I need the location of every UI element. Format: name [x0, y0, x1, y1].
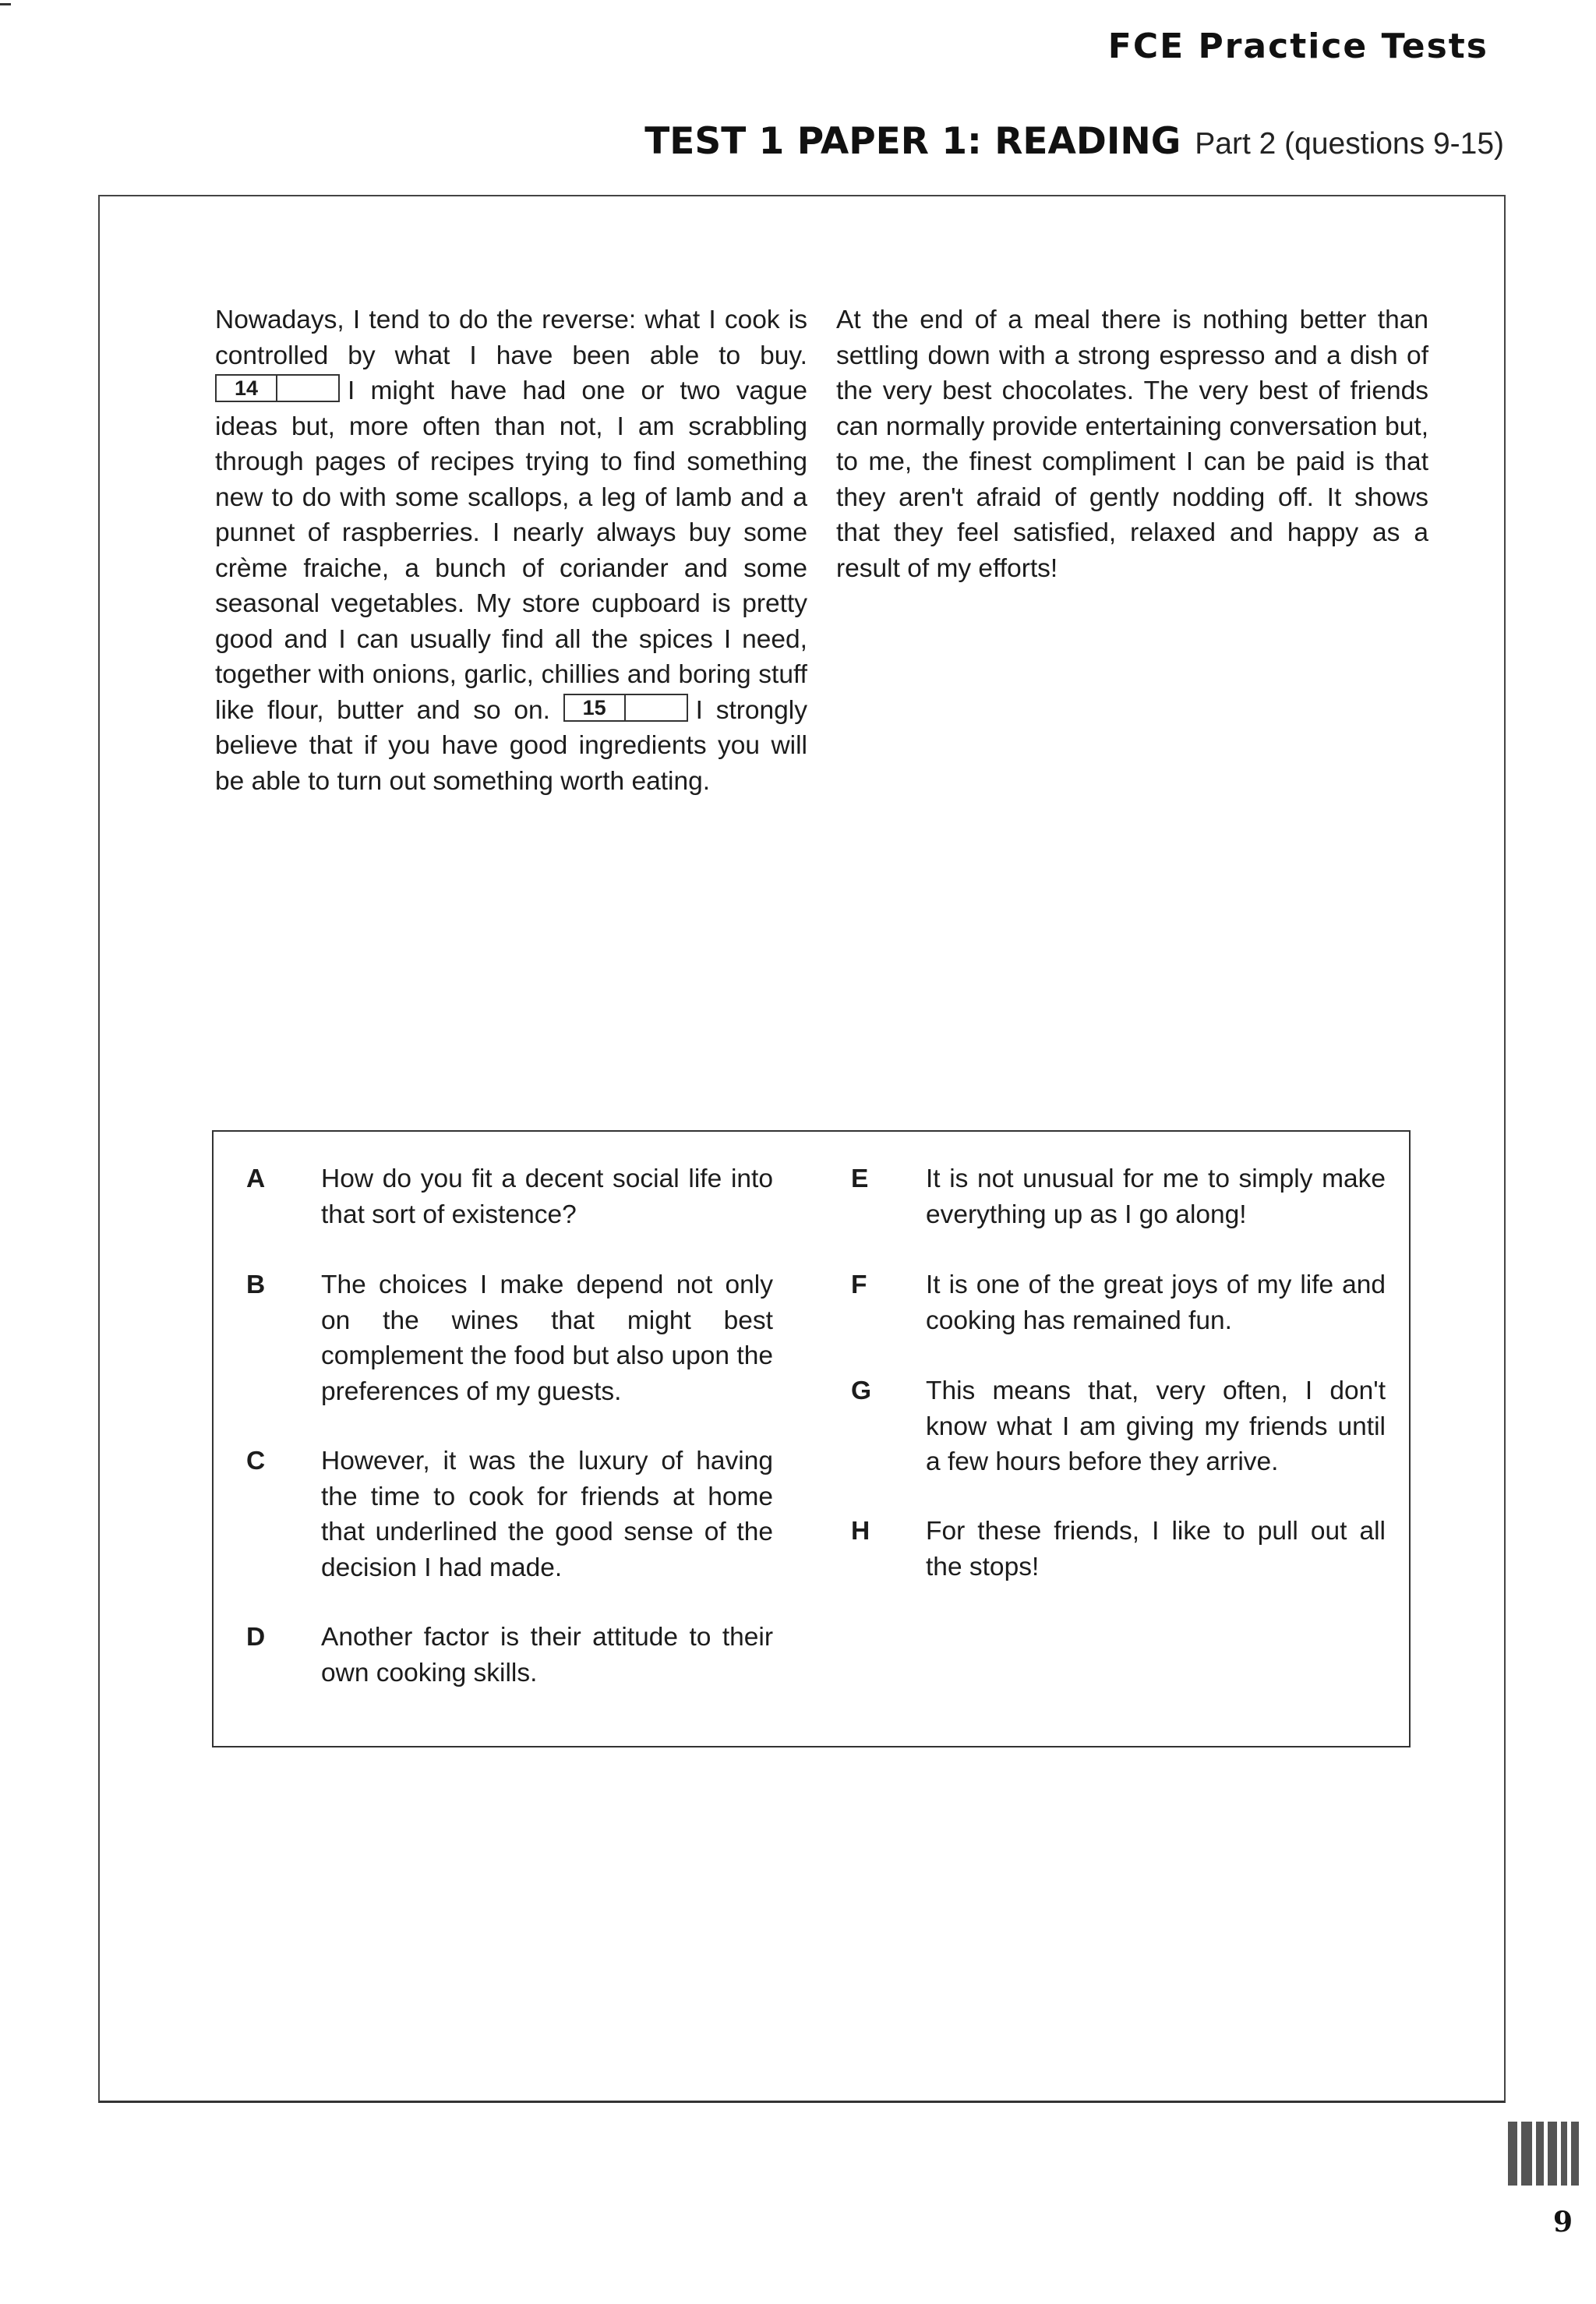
passage-text: I might have had one or two vague ideas but, more often than not, I am scrabbling through pages of recipes trying to find something new to do with some scallops, a leg of lamb and a punnet of raspberries. I nearly always buy some crème fraiche, a bunch of coriander and some seasonal vegetables. My store cupboard is pretty good and I can usually find all the spices I need, together with onions, garlic, chillies and boring stuff like flour, butter and so on.	[215, 376, 807, 725]
option-text: This means that, very often, I don't know what I am giving my friends until a few hours before they arrive.	[926, 1376, 1386, 1476]
option-letter: E	[851, 1164, 869, 1193]
gap-number: 15	[565, 695, 626, 720]
gap-number: 14	[217, 376, 277, 401]
option-letter: B	[246, 1270, 266, 1299]
option-text: However, it was the luxury of having the time to cook for friends at home that underlined the good sense of the decision I had made.	[321, 1447, 773, 1582]
part-label: Part 2 (questions 9-15)	[1195, 127, 1504, 161]
option-letter: C	[246, 1447, 266, 1475]
option-letter: D	[246, 1623, 266, 1652]
passage-right-column	[836, 302, 1428, 586]
passage-text: Nowadays, I tend to do the reverse: what I cook is controlled by what I have been able to buy.	[215, 306, 807, 370]
option-letter: H	[851, 1517, 870, 1546]
answer-gap-14[interactable]	[215, 374, 340, 402]
option-text: The choices I make depend not only on the wines that might best complement the food but also upon the preferences of my guests.	[321, 1270, 773, 1406]
passage-text: I strongly believe that if you have good ingredients you will be able to turn out something worth eating.	[215, 695, 807, 796]
scan-corner-mark	[0, 3, 11, 5]
option-text: It is one of the great joys of my life and cooking has remained fun.	[926, 1270, 1386, 1335]
option-text: How do you fit a decent social life into that sort of existence?	[321, 1164, 773, 1229]
sentence-options-box	[212, 1130, 1411, 1747]
page-number: 9	[1552, 2206, 1573, 2239]
option-letter: F	[851, 1270, 867, 1299]
option-letter: G	[851, 1376, 872, 1405]
option-letter: A	[246, 1164, 266, 1193]
thumb-index-tab	[1508, 2122, 1584, 2186]
option-text: It is not unusual for me to simply make everything up as I go along!	[926, 1164, 1386, 1229]
test-heading	[644, 118, 1504, 174]
test-paper-title: TEST 1 PAPER 1: READING	[644, 120, 1181, 163]
option-text: For these friends, I like to pull out all the stops!	[926, 1517, 1386, 1581]
passage-left-column	[215, 302, 807, 799]
passage-text: At the end of a meal there is nothing better than settling down with a strong espresso and a dish of the very best chocolates. The very best of friends can normally provide entertaining conversation but, to me, the finest compliment I can be paid is that they aren't afraid of gently nodding off. It shows that they feel satisfied, relaxed and happy as a result of my efforts!	[836, 306, 1428, 583]
series-title: FCE Practice Tests	[1107, 27, 1488, 66]
option-text: Another factor is their attitude to their own cooking skills.	[321, 1623, 773, 1687]
answer-gap-15[interactable]	[563, 694, 688, 722]
